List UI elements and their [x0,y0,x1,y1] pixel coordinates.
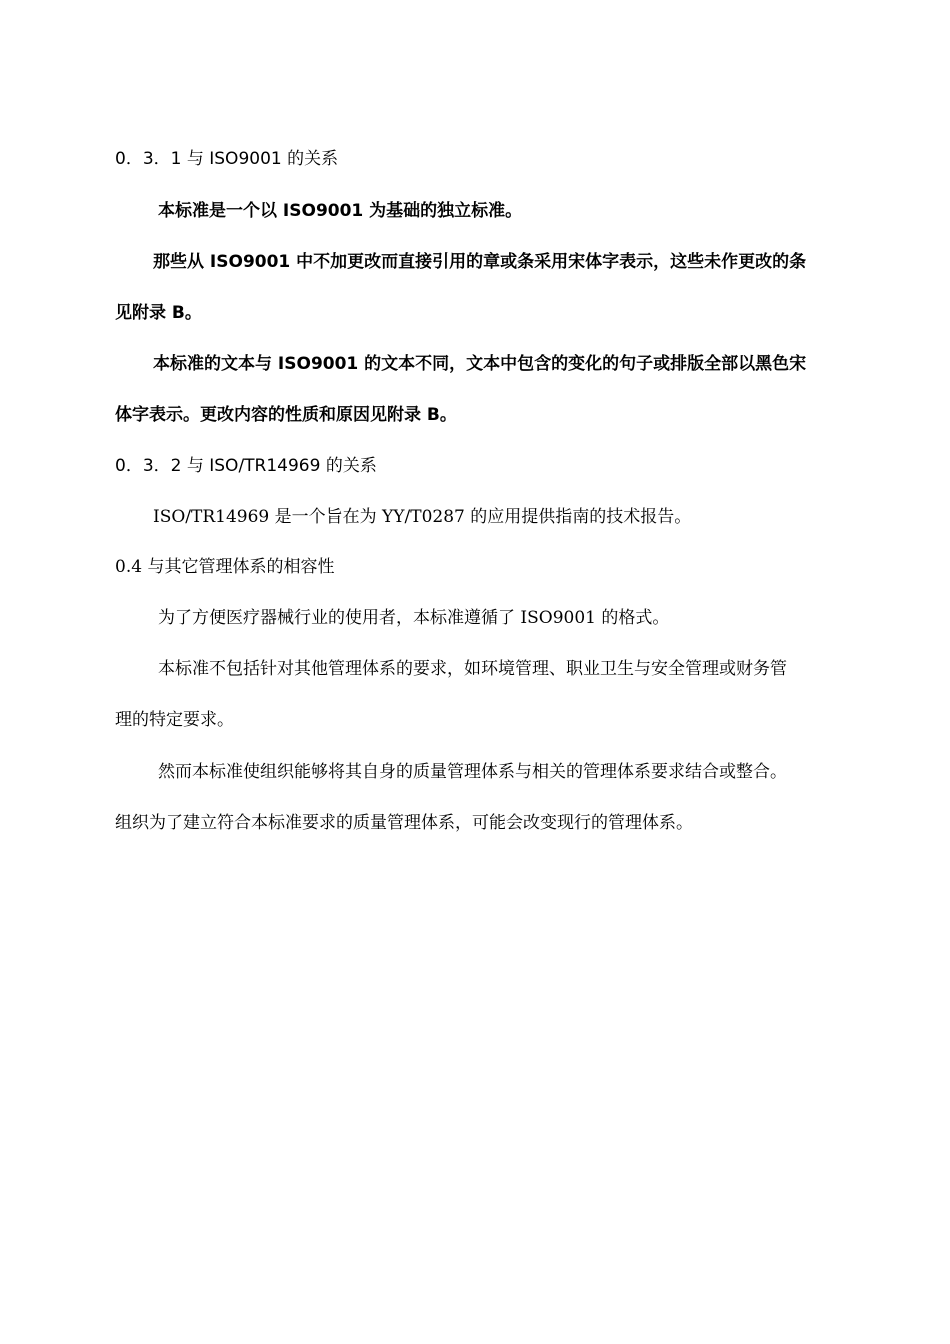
paragraph-technical-report: ISO/TR14969 是一个旨在为 YY/T0287 的应用提供指南的技术报告。 [153,507,692,527]
paragraph-other-systems-line1: 本标准不包括针对其他管理体系的要求，如环境管理、职业卫生与安全管理或财务管 [158,659,787,679]
paragraph-independent-standard: 本标准是一个以 ISO9001 为基础的独立标准。 [158,201,523,221]
paragraph-other-systems-line2: 理的特定要求。 [115,710,234,730]
paragraph-integration-line2: 组织为了建立符合本标准要求的质量管理体系，可能会改变现行的管理体系。 [115,813,693,833]
section-heading-0-3-1: 0．3．1 与 ISO9001 的关系 [115,149,339,169]
paragraph-integration-line1: 然而本标准使组织能够将其自身的质量管理体系与相关的管理体系要求结合或整合。 [158,762,787,782]
paragraph-unchanged-clauses-line2: 见附录 B。 [115,303,202,323]
paragraph-format: 为了方便医疗器械行业的使用者，本标准遵循了 ISO9001 的格式。 [158,608,670,628]
section-heading-0-3-2: 0．3．2 与 ISO/TR14969 的关系 [115,456,377,476]
section-heading-0-4: 0.4 与其它管理体系的相容性 [115,557,335,577]
paragraph-text-differences-line2: 体字表示。更改内容的性质和原因见附录 B。 [115,405,457,425]
paragraph-text-differences-line1: 本标准的文本与 ISO9001 的文本不同，文本中包含的变化的句子或排版全部以黑色宋 [153,354,807,374]
paragraph-unchanged-clauses-line1: 那些从 ISO9001 中不加更改而直接引用的章或条采用宋体字表示，这些未作更改的条 [153,252,807,272]
